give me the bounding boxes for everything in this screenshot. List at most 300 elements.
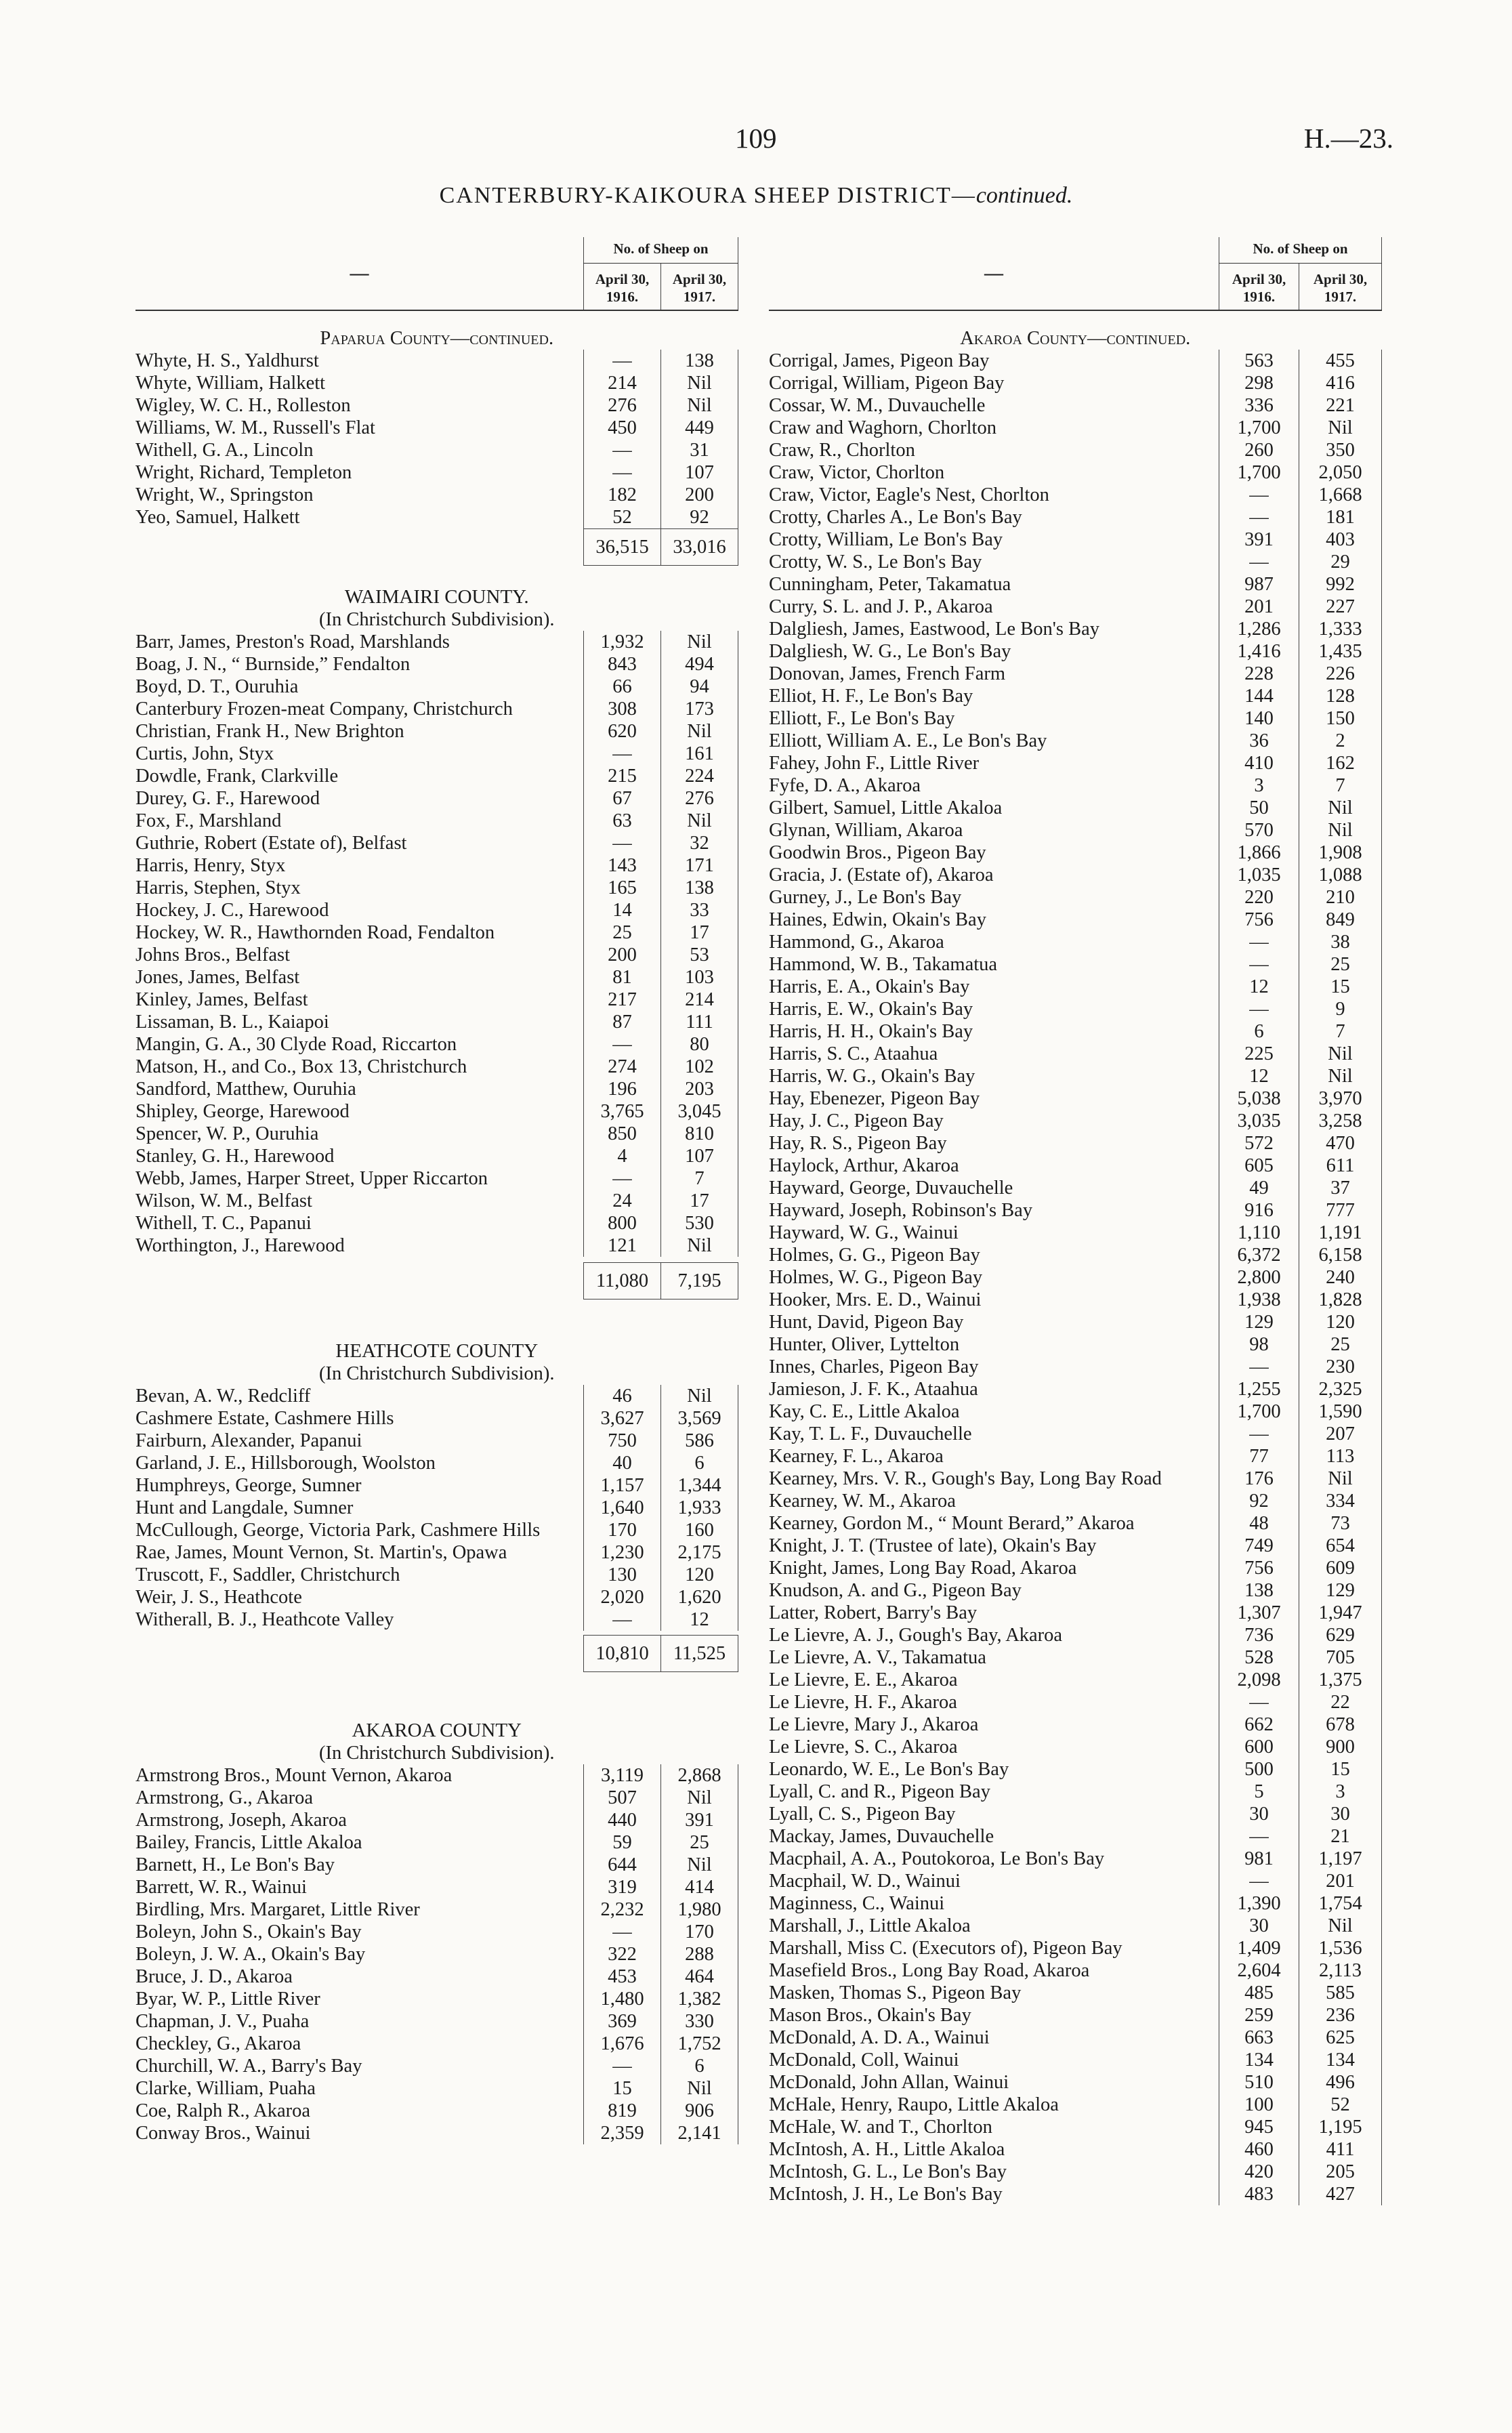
sheep-1916: 570 xyxy=(1219,819,1299,841)
table-row xyxy=(769,1400,1382,1423)
sheep-count-group-header-right: No. of Sheep on xyxy=(1219,237,1382,264)
sheep-1916: 605 xyxy=(1219,1155,1299,1177)
sheep-1916: 420 xyxy=(1219,2161,1299,2183)
holder-name: Armstrong, G., Akaroa xyxy=(135,1787,313,1808)
table-row xyxy=(135,743,738,765)
sheep-1917: 138 xyxy=(661,877,738,899)
holder-name: Knight, J. T. (Trustee of late), Okain's Bay xyxy=(769,1535,1097,1556)
sheep-1917: 625 xyxy=(1299,2026,1382,2049)
table-row xyxy=(769,640,1382,663)
holder-name: Dowdle, Frank, Clarkville xyxy=(135,766,339,787)
table-row xyxy=(769,2183,1382,2205)
right-column-table xyxy=(769,237,1382,2205)
holder-name: McIntosh, J. H., Le Bon's Bay xyxy=(769,2184,1003,2205)
sheep-1917: 777 xyxy=(1299,1199,1382,1222)
holder-name: Hunter, Oliver, Lyttelton xyxy=(769,1334,960,1355)
sheep-1917: 2,141 xyxy=(661,2122,738,2144)
sheep-1917: 334 xyxy=(1299,1490,1382,1512)
holder-name: Hay, R. S., Pigeon Bay xyxy=(769,1133,947,1154)
sheep-1917: 494 xyxy=(661,653,738,675)
holder-name: Craw, Victor, Chorlton xyxy=(769,462,945,483)
sheep-1916: 228 xyxy=(1219,663,1299,685)
holder-name: McDonald, A. D. A., Wainui xyxy=(769,2027,990,2048)
table-row xyxy=(135,720,738,743)
holder-name: Curry, S. L. and J. P., Akaroa xyxy=(769,596,993,617)
sheep-1917: 350 xyxy=(1299,439,1382,461)
sheep-1916: 1,700 xyxy=(1219,417,1299,439)
table-row xyxy=(135,461,738,484)
sheep-1916: 1,409 xyxy=(1219,1937,1299,1959)
holder-name: Hayward, George, Duvauchelle xyxy=(769,1178,1013,1199)
sheep-1916: 140 xyxy=(1219,707,1299,730)
sheep-1917: 530 xyxy=(661,1212,738,1234)
holder-name: Dalgliesh, James, Eastwood, Le Bon's Bay xyxy=(769,619,1099,640)
holder-name: Cunningham, Peter, Takamatua xyxy=(769,574,1011,595)
sheep-1916: — xyxy=(584,1921,661,1943)
sheep-1917: 170 xyxy=(661,1921,738,1943)
table-row xyxy=(769,1155,1382,1177)
sheep-1917: 160 xyxy=(661,1519,738,1541)
sheep-1917: 111 xyxy=(661,1011,738,1033)
sheep-1916: 1,230 xyxy=(584,1541,661,1564)
table-row xyxy=(769,1781,1382,1803)
table-row xyxy=(135,1519,738,1541)
col-1916-header: April 30, 1916. xyxy=(584,264,661,311)
sheep-1917: Nil xyxy=(661,394,738,417)
sheep-1916: 2,098 xyxy=(1219,1669,1299,1691)
holder-name: Coe, Ralph R., Akaroa xyxy=(135,2100,311,2121)
holder-name: Whyte, H. S., Yaldhurst xyxy=(135,350,319,371)
sheep-1917: 705 xyxy=(1299,1646,1382,1669)
sheep-1916: 138 xyxy=(1219,1579,1299,1602)
akaroa-continued-heading-row xyxy=(769,325,1382,350)
holder-name: Donovan, James, French Farm xyxy=(769,663,1006,684)
table-row xyxy=(135,1921,738,1943)
holder-name: Crotty, Charles A., Le Bon's Bay xyxy=(769,507,1022,528)
sheep-1916: 450 xyxy=(584,417,661,439)
table-row xyxy=(769,1087,1382,1110)
table-row xyxy=(135,1966,738,1988)
holder-name: Elliott, F., Le Bon's Bay xyxy=(769,708,955,729)
table-row xyxy=(135,1809,738,1831)
table-row xyxy=(135,439,738,461)
table-row xyxy=(135,2122,738,2144)
table-row xyxy=(769,1713,1382,1736)
holder-name: Macphail, A. A., Poutokoroa, Le Bon's Bay xyxy=(769,1848,1105,1869)
sheep-1916: 5 xyxy=(1219,1781,1299,1803)
sheep-1917: Nil xyxy=(1299,417,1382,439)
sheep-1916: 30 xyxy=(1219,1915,1299,1937)
sheep-1916: — xyxy=(1219,931,1299,953)
holder-name: Withell, G. A., Lincoln xyxy=(135,440,314,461)
total-row xyxy=(135,1636,738,1672)
sheep-1916: 220 xyxy=(1219,886,1299,909)
holder-name: Humphreys, George, Sumner xyxy=(135,1475,362,1496)
holder-name: Barnett, H., Le Bon's Bay xyxy=(135,1854,335,1875)
holder-name: Witherall, B. J., Heathcote Valley xyxy=(135,1609,394,1630)
sheep-1917: 33 xyxy=(661,899,738,921)
table-row xyxy=(135,1056,738,1078)
holder-name: Williams, W. M., Russell's Flat xyxy=(135,417,375,438)
holder-name: Withell, T. C., Papanui xyxy=(135,1213,312,1234)
holder-name: Boleyn, J. W. A., Okain's Bay xyxy=(135,1944,366,1965)
table-row xyxy=(769,1825,1382,1848)
sheep-1917: 207 xyxy=(1299,1423,1382,1445)
sheep-1917: 17 xyxy=(661,1190,738,1212)
sheep-1916: — xyxy=(584,1167,661,1190)
table-row xyxy=(769,1199,1382,1222)
holder-name: Hockey, W. R., Hawthornden Road, Fendalton xyxy=(135,922,495,943)
name-column-header: — xyxy=(350,262,369,284)
col-1917-header: April 30, 1917. xyxy=(661,264,738,311)
table-row xyxy=(769,1982,1382,2004)
total-1916: 36,515 xyxy=(584,529,661,566)
sheep-1916: 2,359 xyxy=(584,2122,661,2144)
sheep-1917: 2,175 xyxy=(661,1541,738,1564)
sheep-1916: 2,232 xyxy=(584,1898,661,1921)
holder-name: Hunt and Langdale, Sumner xyxy=(135,1497,354,1518)
holder-name: Fahey, John F., Little River xyxy=(769,753,980,774)
sheep-1917: 25 xyxy=(1299,953,1382,976)
section-spacer xyxy=(135,1672,738,1700)
sheep-1916: 63 xyxy=(584,810,661,832)
sheep-1916: 66 xyxy=(584,675,661,698)
sheep-1916: 217 xyxy=(584,989,661,1011)
sheep-1917: Nil xyxy=(661,631,738,653)
sheep-1917: Nil xyxy=(661,1854,738,1876)
holder-name: Hay, Ebenezer, Pigeon Bay xyxy=(769,1088,980,1109)
sheep-1916: 819 xyxy=(584,2100,661,2122)
sheep-1916: — xyxy=(584,1033,661,1056)
holder-name: Harris, Henry, Styx xyxy=(135,855,286,876)
table-row xyxy=(769,1535,1382,1557)
sheep-1916: 92 xyxy=(1219,1490,1299,1512)
sheep-1917: 134 xyxy=(1299,2049,1382,2071)
sheep-1916: 1,110 xyxy=(1219,1222,1299,1244)
holder-name: Weir, J. S., Heathcote xyxy=(135,1587,302,1608)
sheep-1916: 507 xyxy=(584,1787,661,1809)
sheep-1916: 201 xyxy=(1219,596,1299,618)
sheep-1916: 1,480 xyxy=(584,1988,661,2010)
table-row xyxy=(135,899,738,921)
page-number: 109 xyxy=(735,123,777,154)
table-row xyxy=(769,1870,1382,1892)
sheep-1917: Nil xyxy=(661,1385,738,1407)
sheep-1916: 40 xyxy=(584,1452,661,1474)
table-row xyxy=(769,1803,1382,1825)
holder-name: Goodwin Bros., Pigeon Bay xyxy=(769,842,986,863)
table-row xyxy=(769,2116,1382,2138)
heathcote-county-heading-row xyxy=(135,1320,738,1363)
sheep-1917: 226 xyxy=(1299,663,1382,685)
table-row xyxy=(769,1020,1382,1043)
holder-name: Hayward, Joseph, Robinson's Bay xyxy=(769,1200,1033,1221)
sheep-1917: 6 xyxy=(661,1452,738,1474)
sheep-1917: 205 xyxy=(1299,2161,1382,2183)
holder-name: McCullough, George, Victoria Park, Cashmere Hills xyxy=(135,1520,541,1541)
sheep-1916: 121 xyxy=(584,1234,661,1257)
sheep-1917: 80 xyxy=(661,1033,738,1056)
sheep-1917: 173 xyxy=(661,698,738,720)
sheep-1917: 1,197 xyxy=(1299,1848,1382,1870)
total-row xyxy=(135,1263,738,1299)
sheep-1916: 129 xyxy=(1219,1311,1299,1333)
table-row xyxy=(135,484,738,506)
sheep-1916: — xyxy=(1219,1825,1299,1848)
table-row xyxy=(135,1407,738,1430)
table-row xyxy=(135,394,738,417)
table-row xyxy=(769,2071,1382,2094)
holder-name: Maginness, C., Wainui xyxy=(769,1893,945,1914)
holder-name: Clarke, William, Puaha xyxy=(135,2078,316,2099)
table-row xyxy=(135,810,738,832)
sheep-1917: 203 xyxy=(661,1078,738,1100)
sheep-1916: 1,390 xyxy=(1219,1892,1299,1915)
table-row xyxy=(769,1915,1382,1937)
sheep-1916: 1,938 xyxy=(1219,1289,1299,1311)
table-row xyxy=(769,1065,1382,1087)
holder-name: Elliott, William A. E., Le Bon's Bay xyxy=(769,730,1047,751)
sheep-1917: 586 xyxy=(661,1430,738,1452)
table-row xyxy=(769,1356,1382,1378)
holder-name: Yeo, Samuel, Halkett xyxy=(135,507,300,528)
sheep-1916: 24 xyxy=(584,1190,661,1212)
sheep-count-group-header: No. of Sheep on xyxy=(584,237,738,264)
holder-name: Barr, James, Preston's Road, Marshlands xyxy=(135,631,450,652)
table-row xyxy=(769,1848,1382,1870)
sheep-1916: — xyxy=(1219,506,1299,528)
holder-name: Kay, C. E., Little Akaloa xyxy=(769,1401,960,1422)
sheep-1916: 144 xyxy=(1219,685,1299,707)
sheep-1916: 749 xyxy=(1219,1535,1299,1557)
holder-name: Wilson, W. M., Belfast xyxy=(135,1190,312,1211)
sheep-1916: 134 xyxy=(1219,2049,1299,2071)
holder-name: Bailey, Francis, Little Akaloa xyxy=(135,1832,362,1853)
table-row xyxy=(769,1669,1382,1691)
total-1916: 10,810 xyxy=(584,1636,661,1672)
sheep-1917: 629 xyxy=(1299,1624,1382,1646)
sheep-1917: 53 xyxy=(661,944,738,966)
sheep-1917: 224 xyxy=(661,765,738,787)
table-row xyxy=(769,2026,1382,2049)
total-spacer xyxy=(135,1263,584,1299)
holder-name: Glynan, William, Akaroa xyxy=(769,820,963,841)
sheep-1916: 981 xyxy=(1219,1848,1299,1870)
table-row xyxy=(769,2049,1382,2071)
table-row xyxy=(135,1234,738,1257)
waimairi-subdivision-row xyxy=(135,608,738,631)
sheep-1916: 196 xyxy=(584,1078,661,1100)
page-title xyxy=(0,183,1512,209)
sheep-1916: 25 xyxy=(584,921,661,944)
holder-name: Sandford, Matthew, Ouruhia xyxy=(135,1079,356,1100)
sheep-1916: 59 xyxy=(584,1831,661,1854)
sheep-1917: 416 xyxy=(1299,372,1382,394)
holder-name: Bevan, A. W., Redcliff xyxy=(135,1386,311,1407)
holder-name: Curtis, John, Styx xyxy=(135,743,274,764)
sheep-1916: 843 xyxy=(584,653,661,675)
sheep-1917: 2 xyxy=(1299,730,1382,752)
akaroa-county-heading: AKAROA COUNTY xyxy=(352,1720,522,1741)
table-row xyxy=(769,417,1382,439)
table-row xyxy=(135,832,738,854)
sheep-1917: 414 xyxy=(661,1876,738,1898)
sheep-1917: 17 xyxy=(661,921,738,944)
table-row xyxy=(769,998,1382,1020)
sheep-1917: 6,158 xyxy=(1299,1244,1382,1266)
sheep-1916: 483 xyxy=(1219,2183,1299,2205)
table-row xyxy=(135,1190,738,1212)
sheep-1916: 572 xyxy=(1219,1132,1299,1155)
holder-name: Wigley, W. C. H., Rolleston xyxy=(135,395,351,416)
sheep-1917: 25 xyxy=(661,1831,738,1854)
holder-name: Marshall, Miss C. (Executors of), Pigeon Bay xyxy=(769,1938,1122,1959)
sheep-1916: 30 xyxy=(1219,1803,1299,1825)
akaroa-county-heading-row xyxy=(135,1699,738,1742)
sheep-1916: 600 xyxy=(1219,1736,1299,1758)
table-row xyxy=(769,1468,1382,1490)
holder-name: Canterbury Frozen-meat Company, Christchurch xyxy=(135,699,513,720)
table-row xyxy=(769,394,1382,417)
sheep-1917: 201 xyxy=(1299,1870,1382,1892)
sheep-1917: 138 xyxy=(661,350,738,372)
sheep-1917: 449 xyxy=(661,417,738,439)
table-row xyxy=(769,372,1382,394)
holder-name: Bruce, J. D., Akaroa xyxy=(135,1966,293,1987)
sheep-1916: 81 xyxy=(584,966,661,989)
table-row xyxy=(135,1385,738,1407)
sheep-1917: 2,325 xyxy=(1299,1378,1382,1400)
waimairi-county-heading: WAIMAIRI COUNTY. xyxy=(344,586,529,608)
holder-name: Kearney, F. L., Akaroa xyxy=(769,1446,944,1467)
holder-name: Corrigal, James, Pigeon Bay xyxy=(769,350,990,371)
table-row xyxy=(769,506,1382,528)
sheep-1916: 1,416 xyxy=(1219,640,1299,663)
holder-name: Armstrong Bros., Mount Vernon, Akaroa xyxy=(135,1765,453,1786)
holder-name: Worthington, J., Harewood xyxy=(135,1235,345,1256)
sheep-1917: 128 xyxy=(1299,685,1382,707)
holder-name: Shipley, George, Harewood xyxy=(135,1101,350,1122)
table-row xyxy=(769,2161,1382,2183)
sheep-1917: 1,344 xyxy=(661,1474,738,1497)
sheep-1917: 1,752 xyxy=(661,2033,738,2055)
sheep-1916: 410 xyxy=(1219,752,1299,774)
total-spacer xyxy=(135,1636,584,1672)
sheep-1916: 98 xyxy=(1219,1333,1299,1356)
table-row xyxy=(769,1758,1382,1781)
sheep-1917: Nil xyxy=(1299,819,1382,841)
sheep-1916: 3,765 xyxy=(584,1100,661,1123)
table-row xyxy=(769,618,1382,640)
sheep-1916: 336 xyxy=(1219,394,1299,417)
holder-name: Conway Bros., Wainui xyxy=(135,2123,311,2144)
sheep-1917: 2,050 xyxy=(1299,461,1382,484)
table-row xyxy=(135,2077,738,2100)
sheep-1917: 102 xyxy=(661,1056,738,1078)
sheep-1917: Nil xyxy=(1299,797,1382,819)
table-row xyxy=(135,2010,738,2033)
sheep-1916: 916 xyxy=(1219,1199,1299,1222)
sheep-1917: 1,668 xyxy=(1299,484,1382,506)
sheep-1916: 1,676 xyxy=(584,2033,661,2055)
table-row xyxy=(135,787,738,810)
sheep-1916: 50 xyxy=(1219,797,1299,819)
holder-name: Le Lievre, S. C., Akaroa xyxy=(769,1737,958,1758)
sheep-1916: 260 xyxy=(1219,439,1299,461)
sheep-1916: 5,038 xyxy=(1219,1087,1299,1110)
table-row xyxy=(135,350,738,372)
holder-name: Durey, G. F., Harewood xyxy=(135,788,320,809)
sheep-1916: — xyxy=(1219,953,1299,976)
sheep-1917: 464 xyxy=(661,1966,738,1988)
table-row xyxy=(135,1497,738,1519)
sheep-1917: 654 xyxy=(1299,1535,1382,1557)
sheep-1916: — xyxy=(1219,1423,1299,1445)
sheep-1917: 120 xyxy=(1299,1311,1382,1333)
table-row xyxy=(769,1110,1382,1132)
holder-name: Kearney, Mrs. V. R., Gough's Bay, Long Bay Road xyxy=(769,1468,1162,1489)
table-row xyxy=(769,2138,1382,2161)
sheep-1917: 1,195 xyxy=(1299,2116,1382,2138)
total-1917: 7,195 xyxy=(661,1263,738,1299)
sheep-1916: 3 xyxy=(1219,774,1299,797)
table-row xyxy=(135,765,738,787)
table-row xyxy=(135,1100,738,1123)
table-row xyxy=(135,1474,738,1497)
holder-name: Knudson, A. and G., Pigeon Bay xyxy=(769,1580,1022,1601)
sheep-1916: 49 xyxy=(1219,1177,1299,1199)
table-row xyxy=(769,1490,1382,1512)
table-row xyxy=(135,1854,738,1876)
sheep-1916: 1,255 xyxy=(1219,1378,1299,1400)
table-row xyxy=(135,653,738,675)
sheep-1917: 1,435 xyxy=(1299,640,1382,663)
holder-name: Boyd, D. T., Ouruhia xyxy=(135,676,299,697)
holder-name: Matson, H., and Co., Box 13, Christchurch xyxy=(135,1056,467,1077)
table-row xyxy=(769,685,1382,707)
table-row xyxy=(135,944,738,966)
sheep-1917: 906 xyxy=(661,2100,738,2122)
table-row xyxy=(769,528,1382,551)
holder-name: Armstrong, Joseph, Akaroa xyxy=(135,1810,347,1831)
total-1917: 33,016 xyxy=(661,529,738,566)
table-row xyxy=(769,1311,1382,1333)
table-row xyxy=(769,864,1382,886)
sheep-1916: 620 xyxy=(584,720,661,743)
table-row xyxy=(769,730,1382,752)
sheep-1917: 94 xyxy=(661,675,738,698)
holder-name: Hammond, W. B., Takamatua xyxy=(769,954,998,975)
holder-name: Wright, W., Springston xyxy=(135,484,314,505)
sheep-1917: Nil xyxy=(1299,1915,1382,1937)
sheep-1916: 1,157 xyxy=(584,1474,661,1497)
table-row xyxy=(769,953,1382,976)
sheep-1917: 7 xyxy=(1299,774,1382,797)
akaroa-subdivision: (In Christchurch Subdivision). xyxy=(318,1743,555,1764)
sheep-1916: 500 xyxy=(1219,1758,1299,1781)
holder-name: Boag, J. N., “ Burnside,” Fendalton xyxy=(135,654,411,675)
sheep-1916: 1,932 xyxy=(584,631,661,653)
holder-name: Churchill, W. A., Barry's Bay xyxy=(135,2056,362,2077)
holder-name: Spencer, W. P., Ouruhia xyxy=(135,1123,319,1144)
holder-name: McDonald, Coll, Wainui xyxy=(769,2050,959,2071)
holder-name: Le Lievre, Mary J., Akaroa xyxy=(769,1714,979,1735)
sheep-1917: 21 xyxy=(1299,1825,1382,1848)
sheep-1917: 31 xyxy=(661,439,738,461)
sheep-1916: 485 xyxy=(1219,1982,1299,2004)
holder-name: Hammond, G., Akaroa xyxy=(769,932,944,953)
holder-name: Harris, E. W., Okain's Bay xyxy=(769,999,973,1020)
